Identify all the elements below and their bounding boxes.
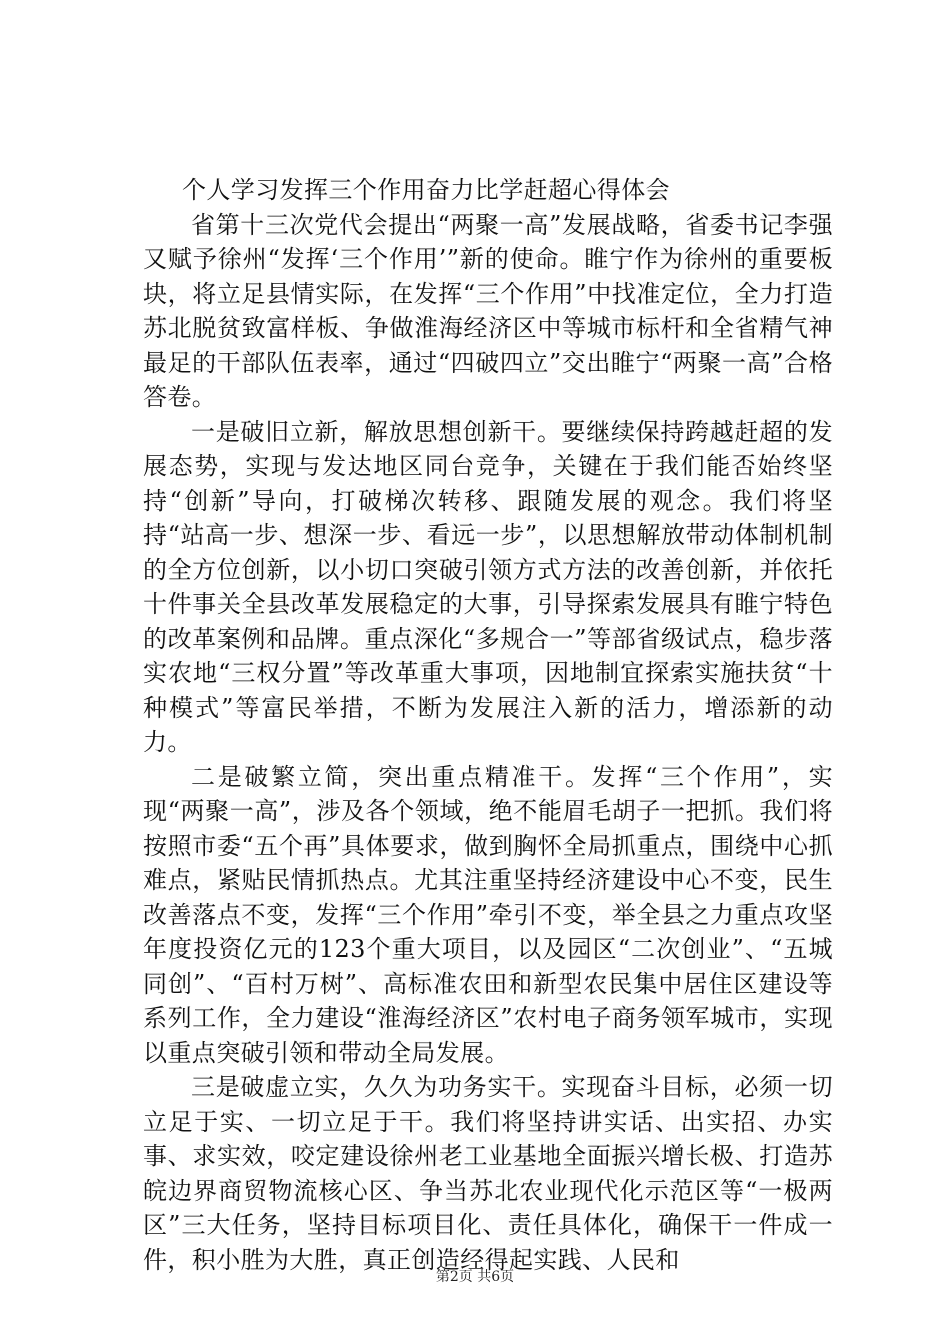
document-body — [143, 173, 833, 1277]
page-number-footer: 第2页 共6页 — [435, 1269, 515, 1285]
paragraph-intro: 省第十三次党代会提出“两聚一高”发展战略，省委书记李强又赋予徐州“发挥‘三个作用’”新的使命。睢宁作为徐州的重要板块，将立足县情实际，在发挥“三个作用”中找准定位，全力打造苏北脱贫致富样板、争做淮海经济区中等城市标杆和全省精气神最足的干部队伍表率，通过“四破四立”交出睢宁“两聚一高”合格答卷。 — [143, 210, 833, 411]
paragraph-point-three: 三是破虚立实，久久为功务实干。实现奋斗目标，必须一切立足于实、一切立足于干。我们将坚持讲实话、出实招、办实事、求实效，咬定建设徐州老工业基地全面振兴增长极、打造苏皖边界商贸物流核心区、争当苏北农业现代化示范区等“一极两区”三大任务，坚持目标项目化、责任具体化，确保干一件成一件，积小胜为大胜，真正创造经得起实践、人民和 — [143, 1073, 833, 1274]
paragraph-point-one: 一是破旧立新，解放思想创新干。要继续保持跨越赶超的发展态势，实现与发达地区同台竞争，关键在于我们能否始终坚持“创新”导向，打破梯次转移、跟随发展的观念。我们将坚持“站高一步、想深一步、看远一步”，以思想解放带动体制机制的全方位创新，以小切口突破引领方式方法的改善创新，并依托十件事关全县改革发展稳定的大事，引导探索发展具有睢宁特色的改革案例和品牌。重点深化“多规合一”等部省级试点，稳步落实农地“三权分置”等改革重大事项，因地制宜探索实施扶贫“十种模式”等富民举措，不断为发展注入新的活力，增添新的动力。 — [143, 417, 833, 756]
paragraph-point-two: 二是破繁立简，突出重点精准干。发挥“三个作用”，实现“两聚一高”，涉及各个领域，绝不能眉毛胡子一把抓。我们将按照市委“五个再”具体要求，做到胸怀全局抓重点，围绕中心抓难点，紧贴民情抓热点。尤其注重坚持经济建设中心不变，民生改善落点不变，发挥“三个作用”牵引不变，举全县之力重点攻坚年度投资亿元的123个重大项目，以及园区“二次创业”、“五城同创”、“百村万树”、高标准农田和新型农民集中居住区建设等系列工作，全力建设“淮海经济区”农村电子商务领军城市，实现以重点突破引领和带动全局发展。 — [143, 762, 833, 1067]
document-title: 个人学习发挥三个作用奋力比学赶超心得体会 — [182, 176, 670, 204]
